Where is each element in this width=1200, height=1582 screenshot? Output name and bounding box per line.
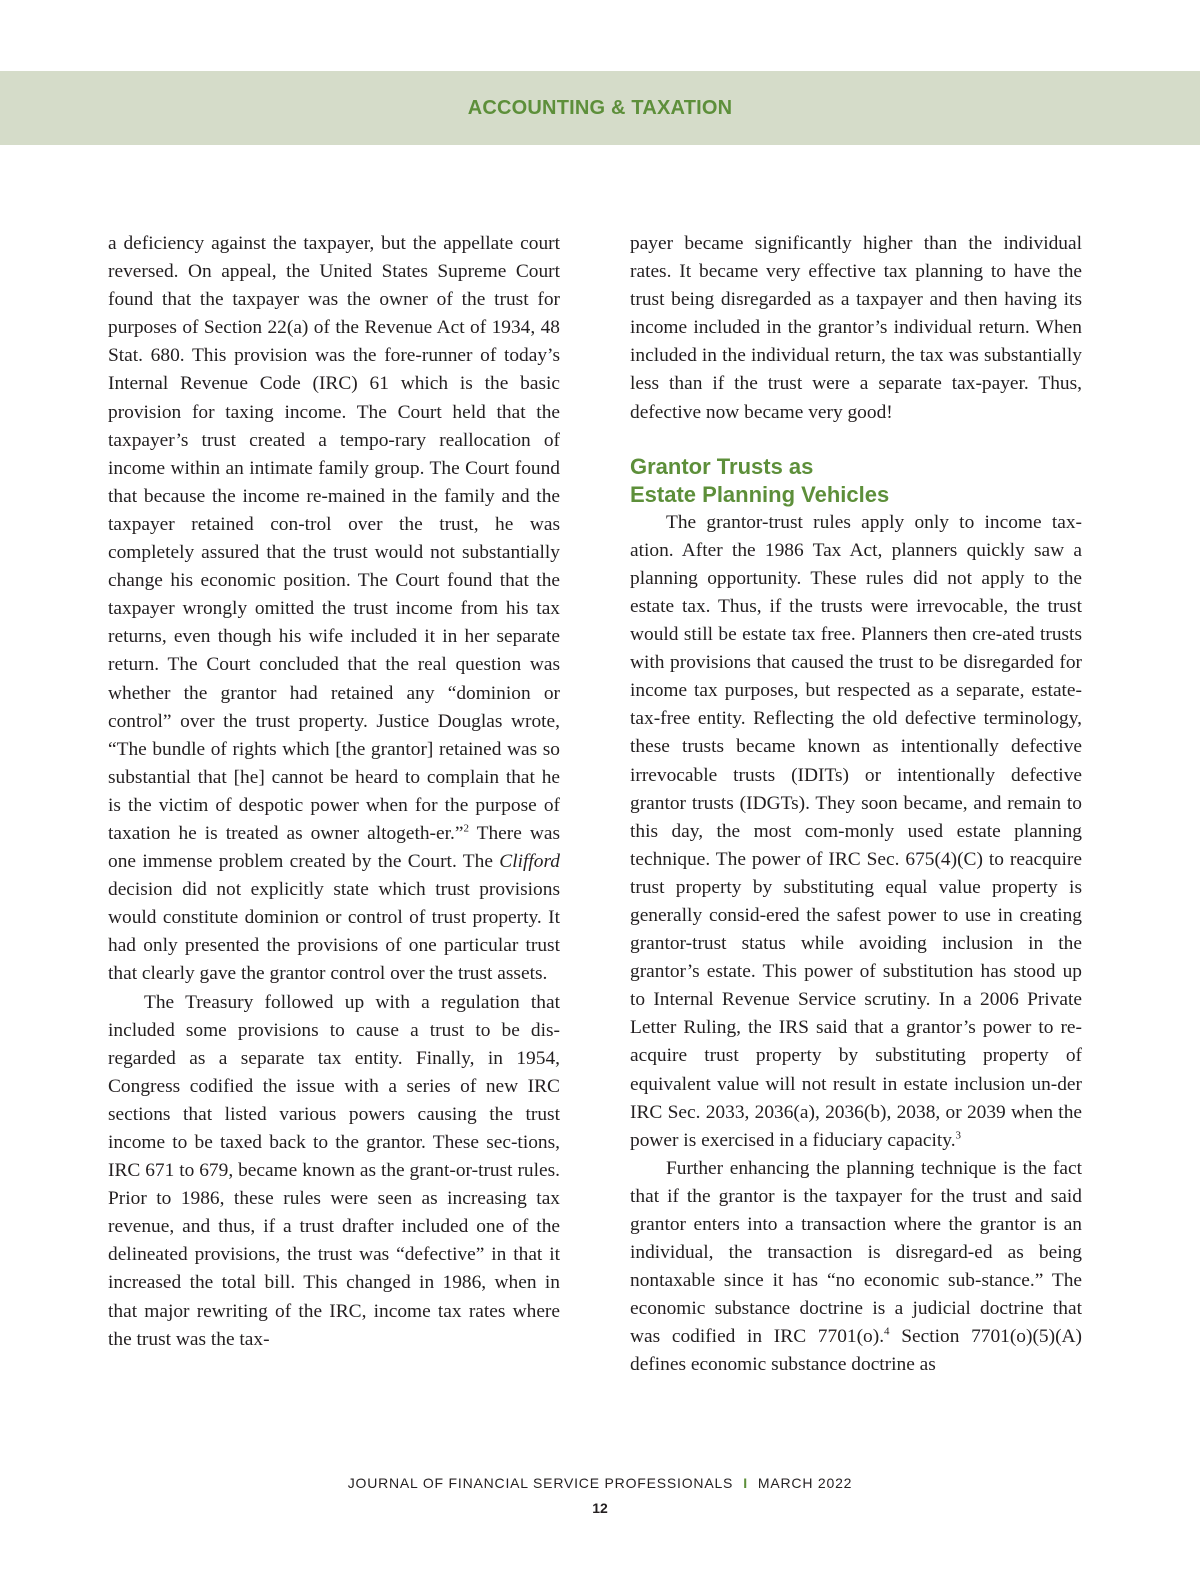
paragraph-text: The grantor-trust rules apply only to income tax-ation. After the 1986 Tax Act, planners quickly saw a planning opportunity. These rules did not apply to the estate tax. Thus, if the trusts were irrevocable, the trust would still be estate tax free. Planners then cre-ated trusts with provisions that caused the trust to be disregarded for income tax purposes, but respected as a separate, estate-tax-free entity. Reflecting the old defective terminology, these trusts became known as intentionally defective irrevocable trusts (IDITs) or intentionally defective grantor trusts (IDGTs). They soon became, and remain to this day, the most com-monly used estate planning technique. The power of IRC Sec. 675(4)(C) to reacquire trust property by substituting equal value property is generally consid-ered the safest power to use in creating grantor-trust status while avoiding inclusion in the grantor’s estate. This power of substitution has stood up to Internal Revenue Service scrutiny. In a 2006 Private Letter Ruling, the IRS said that a grantor’s power to re-acquire trust property by substituting property of equivalent value will not result in estate inclusion un-der IRC Sec. 2033, 2036(a), 2036(b), 2038, or 2039 when the power is exercised in a fiduciary capacity. [630, 511, 1082, 1151]
body-paragraph [108, 230, 560, 989]
case-name: Clifford [499, 851, 560, 873]
journal-name: JOURNAL OF FINANCIAL SERVICE PROFESSIONALS [347, 1475, 734, 1491]
right-column [630, 230, 1082, 1380]
paragraph-text: Section 7701(o)(5)(A) defines economic substance doctrine as [630, 1326, 1082, 1376]
paragraph-text: a deficiency against the taxpayer, but the appellate court reversed. On appeal, the United States Supreme Court found that the taxpayer was the owner of the trust for purposes of Section 22(a) of the Revenue Act of 1934, 48 Stat. 680. This provision was the fore-runner of today’s Internal Revenue Code (IRC) 61 which is the basic provision for taxing income. The Court held that the taxpayer’s trust created a tempo-rary reallocation of income within an intimate family group. The Court found that because the income re-mained in the family and the taxpayer retained con-trol over the trust, he was completely assured that the trust would not substantially change his economic position. The Court found that the taxpayer wrongly omitted the trust income from his tax returns, even though his wife included it in her separate return. The Court concluded that the real question was whether the grantor had retained any “dominion or control” over the trust property. Justice Douglas wrote, “The bundle of rights which [the grantor] retained was so substantial that [he] cannot be heard to complain that he is the victim of despotic power when for the purpose of taxation he is treated as owner altogeth-er.” [108, 233, 560, 844]
body-paragraph [630, 509, 1082, 1155]
body-paragraph: The Treasury followed up with a regulation that included some provisions to cause a trust to be dis-regarded as a separate tax entity. Finally, in 1954, Congress codified the issue with a series of new IRC sections that listed various powers causing the trust income to be taxed back to the grantor. These sec-tions, IRC 671 to 679, became known as the grant-or-trust rules. Prior to 1986, these rules were seen as increasing tax revenue, and thus, if a trust drafter included one of the delineated provisions, the trust was “defective” in that it increased the total bill. This changed in 1986, when in that major rewriting of the IRC, income tax rates where the trust was the tax- [108, 991, 560, 1350]
section-title: ACCOUNTING & TAXATION [467, 97, 733, 119]
footnote-marker: 2 [463, 822, 469, 835]
section-heading-line: Grantor Trusts as [630, 453, 814, 479]
footnote-marker: 3 [955, 1129, 962, 1142]
issue-date: MARCH 2022 [757, 1475, 853, 1491]
section-heading-line: Estate Planning Vehicles [630, 481, 890, 507]
paragraph-text: There was one immense problem created by the Court. The [108, 822, 560, 873]
footnote-marker: 4 [884, 1325, 890, 1338]
section-heading [630, 453, 1082, 509]
left-column [108, 230, 560, 1354]
body-paragraph [630, 1155, 1082, 1380]
body-paragraph: payer became significantly higher than the individual rates. It became very effective tax planning to have the trust being disregarded as a taxpayer and then having its income included in the grantor’s individual return. When included in the individual return, the tax was substantially less than if the trust were a separate tax-payer. Thus, defective now became very good! [630, 233, 1082, 423]
paragraph-text: decision did not explicitly state which trust provisions would constitute dominion or control of trust property. It had only presented the provisions of one particular trust that clearly gave the grantor control over the trust assets. [108, 879, 560, 985]
page-number: 12 [592, 1500, 608, 1516]
journal-footer [0, 1475, 1200, 1491]
footer-separator: I [743, 1475, 748, 1491]
paragraph-text: Further enhancing the planning technique is the fact that if the grantor is the taxpayer for the trust and said grantor enters into a transaction where the grantor is an individual, the transaction is disregard-ed as being nontaxable since it has “no economic sub-stance.” The economic substance doctrine is a judicial doctrine that was codified in IRC 7701(o). [630, 1157, 1082, 1348]
